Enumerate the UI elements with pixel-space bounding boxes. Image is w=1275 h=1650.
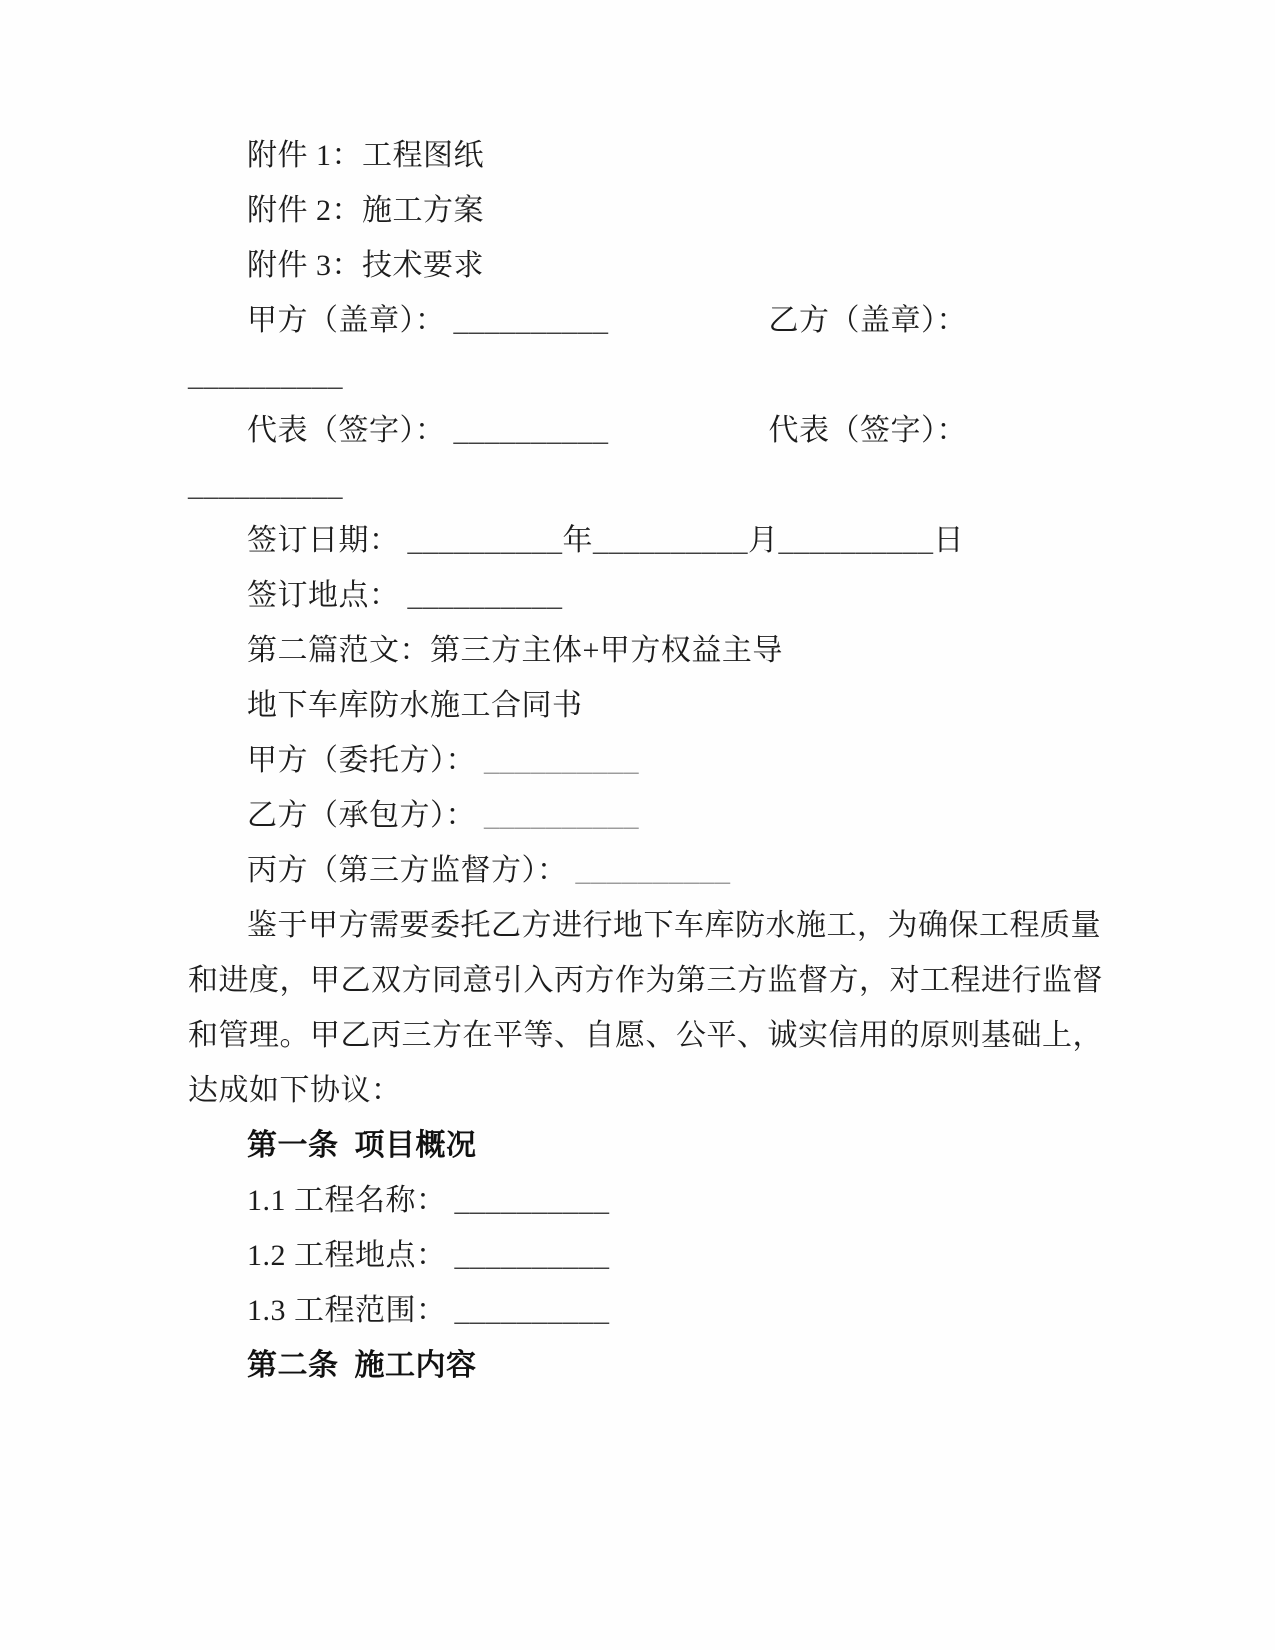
fill-in-blank-line: __________ (454, 1239, 610, 1272)
blank-gap (609, 439, 769, 440)
text-run: 丙方（第三方监督方）： (247, 854, 576, 887)
text-run: 签订日期： (247, 524, 408, 557)
text-run: 1.2 工程地点： (247, 1239, 455, 1272)
fill-in-blank-line: __________ (454, 1184, 610, 1217)
document-line (188, 238, 1188, 293)
text-run: 达成如下协议： (188, 1074, 402, 1107)
text-run: 鉴于甲方需要委托乙方进行地下车库防水施工，为确保工程质量 (247, 909, 1101, 942)
text-run: 1.3 工程范围： (247, 1294, 455, 1327)
text-run: 月 (748, 524, 779, 557)
document-line (188, 128, 1188, 183)
text-run: 和进度，甲乙双方同意引入丙方作为第三方监督方，对工程进行监督 (188, 964, 1103, 997)
document-line (188, 458, 1188, 513)
text-run: 代表（签字）： (247, 414, 454, 447)
text-run: 和管理。甲乙丙三方在平等、自愿、公平、诚实信用的原则基础上， (188, 1019, 1103, 1052)
document-line (188, 348, 1188, 403)
text-run: 1.1 工程名称： (247, 1184, 455, 1217)
text-run: 代表（签字）： (768, 414, 967, 447)
fill-in-blank-line: __________ (484, 744, 639, 777)
text-run: 年 (562, 524, 593, 557)
document-line (188, 403, 1188, 458)
fill-in-blank-line: __________ (407, 524, 563, 557)
document-line (188, 898, 1188, 953)
document-page-content (188, 128, 1188, 1393)
fill-in-blank-line: __________ (593, 524, 748, 557)
document-line (188, 183, 1188, 238)
document-line (188, 568, 1188, 623)
document-line (188, 513, 1188, 568)
document-line (188, 1338, 1188, 1393)
text-run: 签订地点： (247, 579, 408, 612)
text-run: 乙方（盖章）： (768, 304, 967, 337)
fill-in-blank-line: __________ (484, 799, 639, 832)
document-line (188, 1063, 1188, 1118)
text-run: 地下车库防水施工合同书 (247, 689, 583, 722)
text-run: 乙方（承包方）： (247, 799, 484, 832)
fill-in-blank-line: __________ (453, 414, 609, 447)
text-run: 附件 3：技术要求 (247, 249, 484, 282)
document-line (188, 788, 1188, 843)
text-run: 日 (933, 524, 964, 557)
blank-gap (609, 329, 769, 330)
fill-in-blank-line: __________ (778, 524, 934, 557)
document-line (188, 843, 1188, 898)
text-run: 第二条 施工内容 (247, 1349, 477, 1382)
fill-in-blank-line: __________ (575, 854, 731, 887)
document-line (188, 1173, 1188, 1228)
document-line (188, 623, 1188, 678)
text-run: 附件 2：施工方案 (247, 194, 484, 227)
text-run: 第一条 项目概况 (247, 1129, 477, 1162)
fill-in-blank-line: __________ (188, 359, 343, 392)
document-line (188, 953, 1188, 1008)
document-line (188, 1283, 1188, 1338)
fill-in-blank-line: __________ (188, 469, 343, 502)
fill-in-blank-line: __________ (453, 304, 609, 337)
fill-in-blank-line: __________ (407, 579, 563, 612)
text-run: 第二篇范文：第三方主体+甲方权益主导 (247, 634, 783, 667)
document-line (188, 1118, 1188, 1173)
text-run: 附件 1：工程图纸 (247, 139, 484, 172)
document-line (188, 293, 1188, 348)
document-line (188, 678, 1188, 733)
document-line (188, 1008, 1188, 1063)
text-run: 甲方（委托方）： (247, 744, 484, 777)
document-line (188, 1228, 1188, 1283)
document-line (188, 733, 1188, 788)
text-run: 甲方（盖章）： (247, 304, 454, 337)
fill-in-blank-line: __________ (454, 1294, 610, 1327)
